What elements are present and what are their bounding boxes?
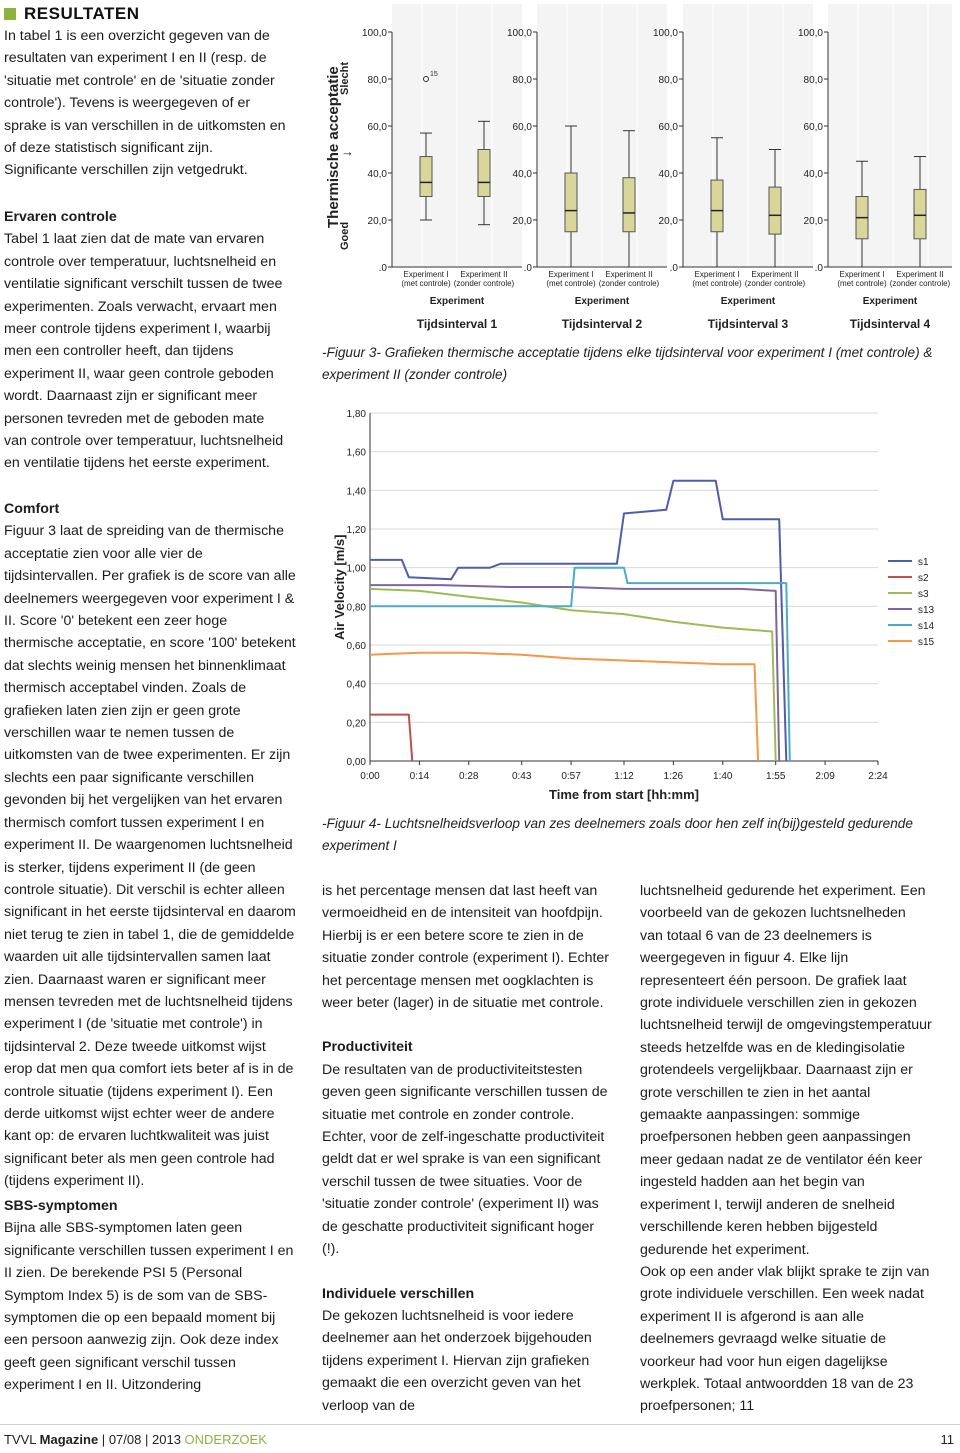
footer-page-number: 11 [940,1432,954,1447]
ervaren-controle-body: Tabel 1 laat zien dat de mate van ervaren controle over temperatuur, luchtsnelheid en ventilatie significant verschilt tussen de twee experimenten. Zoals verwacht, ervaart men meer controle tijdens experiment I, waarbij men een controller heeft, dan tijdens experiment II, waar geen controle geboden wordt. Daarnaast zijn er significant meer personen tevreden met de geboden mate van controle over temperatuur, luchtsnelheid en ventilatie tijdens het eerste experiment. [4,231,284,472]
fig3-ytick-label: .0 [523,263,532,274]
fig3-ytick-label: 20,0 [367,216,387,227]
fig3-category-sublabel: (zonder controle) [598,279,660,288]
fig3-ytick-label: 20,0 [803,216,823,227]
productiviteit-heading: Productiviteit [322,1039,413,1056]
fig3-y-axis-title [325,62,354,250]
fig3-category-label: Experiment I [694,270,740,279]
fig4-xtick-label: 1:40 [713,771,733,782]
ervaren-controle-section [4,206,289,475]
fig3-ylabel-main: Thermische acceptatie [325,66,342,228]
fig3-box-iqr [420,157,432,197]
fig4-legend-label-s1: s1 [918,557,929,568]
fig4-ytick-label: 1,20 [346,525,366,536]
fig3-xlabel: Experiment [429,296,485,307]
fig3-box-iqr [711,180,723,232]
figure-3-caption: -Figuur 3- Grafieken thermische acceptatie tijdens elke tijdsinterval voor experiment I (met controle) & experiment II (zonder controle) [322,345,933,382]
fig4-xlabel: Time from start [hh:mm] [549,787,699,802]
fig3-ytick-label: 100,0 [652,28,678,39]
fig3-ytick-label: .0 [378,263,387,274]
fig3-ytick-label: 40,0 [367,169,387,180]
fig3-ytick-label: 40,0 [512,169,532,180]
footer-brand: TVVL [4,1432,37,1447]
figure-4-linechart [322,395,958,810]
footer-sep-1: | [101,1432,106,1447]
fig3-ytick-label: .0 [814,263,823,274]
fig3-box-iqr [565,173,577,232]
fig3-category-label: Experiment II [896,270,944,279]
fig3-category-sublabel: (met controle) [546,279,596,288]
sbs-heading: SBS-symptomen [4,1198,118,1214]
footer-section: ONDERZOEK [184,1432,267,1447]
footer-issue: 07/08 [108,1432,142,1447]
fig3-category-sublabel: (met controle) [401,279,451,288]
fig3-ytick-label: 20,0 [512,216,532,227]
fig4-ytick-label: 1,40 [346,486,366,498]
fig4-xtick-label: 1:55 [765,771,786,782]
footer-magazine: Magazine [39,1432,99,1447]
fig4-xtick-label: 0:14 [409,771,430,782]
fig4-ylabel: Air Velocity [m/s] [332,534,347,640]
footer-masthead [4,1432,267,1447]
footer-year: 2013 [152,1432,181,1447]
sbs-body: Bijna alle SBS-symptomen laten geen significante verschillen tussen experiment I en II zien. De berekende PSI 5 (Personal Symptom Index 5) is de som van de SBS-symptomen die op een bepaald moment bij een persoon aanwezig zijn. Ook deze index geeft geen significant verschil tussen experiment I en II. Uitzondering [4,1220,294,1394]
fig3-ytick-label: 60,0 [658,122,678,133]
fig3-arrow-icon: → [341,144,354,159]
intro-paragraph: In tabel 1 is een overzicht gegeven van de resultaten van experiment I en II (resp. de 'situatie met controle' en de 'situatie zonder controle'). Tevens is weergegeven of er sprake is van verschillen in de uitkomsten en of deze statistisch significant zijn. Significante verschillen zijn vetgedrukt. [4,28,286,179]
fig3-category-label: Experiment II [460,270,508,279]
fig3-interval-label: Tijdsinterval 4 [849,317,931,331]
fig3-box-iqr [914,189,926,238]
fig3-category-label: Experiment I [839,270,885,279]
right-column [640,880,932,1418]
fig3-panel-3 [653,4,813,331]
fig4-xtick-label: 1:26 [663,771,684,782]
fig4-legend-label-s15: s15 [918,637,935,648]
fig3-ytick-label: .0 [669,263,678,274]
fig3-panel-4 [798,4,952,331]
individuele-verschillen-body: De gekozen luchtsnelheid is voor iedere deelnemer aan het onderzoek bijgehouden tijdens experiment I. Hiervan zijn grafieken gemaakt die een overzicht geven van het verloop van de [322,1307,592,1414]
fig3-ytick-label: 80,0 [367,75,387,86]
fig3-category-label: Experiment II [751,270,799,279]
middle-paragraph-1: is het percentage mensen dat last heeft van vermoeidheid en de intensiteit van hoofdpijn. Hierbij is er een betere score te zien in de situatie zonder controle (experiment I). Echter het percentage mensen met oogklachten is weer beter (lager) in de situatie met controle. [322,883,610,1012]
fig4-legend-label-s14: s14 [918,621,935,632]
fig4-xtick-label: 0:57 [561,771,581,782]
fig4-plot-area [370,413,878,761]
fig4-xtick-label: 0:43 [511,771,532,782]
fig3-ytick-label: 60,0 [803,122,823,133]
fig3-category-label: Experiment II [605,270,653,279]
fig3-panel-background [828,4,952,267]
fig4-xtick-label: 2:09 [815,771,835,782]
fig3-ytick-label: 80,0 [512,75,532,86]
fig3-ytick-label: 20,0 [658,216,678,227]
fig4-ytick-label: 1,00 [346,563,366,575]
fig3-ylabel-bottom: Goed [339,221,351,250]
fig4-ytick-label: 0,20 [346,718,366,730]
fig4-ytick-label: 0,80 [346,602,366,614]
fig3-outlier-label: 15 [430,71,438,78]
fig4-xtick-label: 1:12 [614,771,634,782]
figure-4-caption: -Figuur 4- Luchtsnelheidsverloop van zes deelnemers zoals door hen zelf in(bij)gesteld gedurende experiment I [322,816,913,853]
fig3-panel-2 [507,4,667,331]
fig3-ytick-label: 100,0 [506,28,532,39]
ervaren-controle-heading: Ervaren controle [4,209,117,225]
fig4-ytick-label: 0,40 [346,679,366,691]
section-marker-icon [4,8,16,20]
middle-column [322,880,614,1417]
fig4-ytick-label: 0,00 [346,757,366,768]
fig3-category-sublabel: (zonder controle) [453,279,515,288]
right-paragraph-2: Ook op een ander vlak blijkt sprake te zijn van grote individuele verschillen. Een week nadat experiment II is afgerond is aan alle deelnemers gevraagd welke situatie de voorkeur had voor hun eigen dagelijkse werkplek. Totaal antwoordden 18 van de 23 proefpersonen; 11 [640,1263,930,1415]
fig4-legend-label-s13: s13 [918,605,935,616]
fig3-ytick-label: 40,0 [658,169,678,180]
fig3-category-sublabel: (met controle) [692,279,742,288]
individuele-verschillen-heading: Individuele verschillen [322,1285,475,1302]
fig4-xtick-label: 0:00 [360,771,380,782]
comfort-body: Figuur 3 laat de spreiding van de thermische acceptatie zien voor alle vier de tijdsintervallen. Per grafiek is de score van alle deelnemers weergegeven voor experiment I & II. Score '0' betekent een zeer hoge thermische acceptatie, en score '100' betekent dat slechts weinig mensen het binnenklimaat thermisch acceptabel vinden. Zoals de grafieken laten zien zijn er geen grote verschillen waar te nemen tussen de uitkomsten van de twee experimenten. Er zijn slechts een paar significante verschillen gevonden bij het vergelijken van het ervaren thermisch comfort tussen experiment I en experiment II. De waargenomen luchtsnelheid is sterker, tijdens experiment II (de geen controle situatie). Dit verschil is echter alleen significant in het eerste tijdsinterval en daarom niet terug te zien in tabel 1, die de gemiddelde waarden uit alle tijdsintervallen samen laat zien. Daarnaast waren er significant meer mensen tevreden met de luchtsnelheid tijdens experiment I (de 'situatie met controle') in tijdsinterval 2. Deze tweede uitkomst wijst erop dat men qua comfort iets beter af is in de controle situatie (tijdens experiment I). Een derde uitkomst wijst echter weer de andere kant op: de ervaren luchtkwaliteit was juist significant beter als men geen controle had (tijdens experiment II). [4,523,296,1190]
fig3-xlabel: Experiment [574,296,630,307]
fig3-ytick-label: 100,0 [797,28,823,39]
comfort-section [4,498,296,1193]
fig3-xlabel: Experiment [862,296,918,307]
fig4-xtick-label: 0:28 [459,771,479,782]
fig3-ytick-label: 80,0 [803,75,823,86]
fig3-category-label: Experiment I [548,270,594,279]
fig3-interval-label: Tijdsinterval 2 [561,317,643,331]
fig3-ylabel-top: Slecht [339,61,351,95]
fig4-ytick-label: 1,60 [346,447,366,459]
fig3-box-iqr [769,187,781,234]
fig4-ytick-label: 1,80 [346,409,366,420]
fig4-ytick-label: 0,60 [346,641,366,652]
section-title [4,4,294,24]
fig3-ytick-label: 80,0 [658,75,678,86]
fig3-category-label: Experiment I [403,270,449,279]
section-title-text: RESULTATEN [24,4,140,23]
fig3-category-sublabel: (met controle) [837,279,887,288]
fig3-box-iqr [623,178,635,232]
fig3-interval-label: Tijdsinterval 1 [416,317,498,331]
footer-sep-2: | [144,1432,149,1447]
fig3-box-iqr [478,150,490,197]
fig4-legend-label-s2: s2 [918,573,929,584]
fig3-ytick-label: 40,0 [803,169,823,180]
comfort-heading: Comfort [4,501,60,517]
fig3-interval-label: Tijdsinterval 3 [707,317,789,331]
fig3-ytick-label: 100,0 [361,28,387,39]
fig3-ytick-label: 60,0 [367,122,387,133]
fig3-xlabel: Experiment [720,296,776,307]
figure-3-boxplots [322,0,956,340]
right-paragraph-1: luchtsnelheid gedurende het experiment. Een voorbeeld van de gekozen luchtsnelheden van totaal 6 van de 23 deelnemers is weergegeven in figuur 4. Elke lijn representeert één persoon. De grafiek laat grote individuele verschillen zien in gekozen luchtsnelheid terwijl de omgevingstemperatuur steeds hetzelfde was en de kledingisolatie grotendeels vergelijkbaar. Daarnaast zijn er grote verschillen te zien in het aantal gemaakte aanpassingen: sommige proefpersonen hebben geen aanpassingen meer gedaan nadat ze de ventilator één keer ingesteld hadden aan het begin van experiment I, terwijl anderen de snelheid verschillende keren hebben bijgesteld gedurende het experiment. [640,883,932,1258]
fig4-xtick-label: 2:24 [868,771,888,782]
fig3-category-sublabel: (zonder controle) [889,279,951,288]
fig3-category-sublabel: (zonder controle) [744,279,806,288]
fig3-panel-1 [362,4,522,331]
fig4-legend-label-s3: s3 [918,589,929,600]
productiviteit-body: De resultaten van de productiviteitstesten geven geen significante verschillen tussen de situatie met controle en zonder controle. Echter, voor de zelf-ingeschatte productiviteit geldt dat er wel sprake is van een significant verschil tussen de twee situaties. Voor de 'situatie zonder controle' (experiment II) was de geschatte productiviteit significant hoger (!). [322,1061,608,1258]
footer-rule [0,1424,960,1425]
fig3-ytick-label: 60,0 [512,122,532,133]
sbs-section [4,1195,296,1397]
